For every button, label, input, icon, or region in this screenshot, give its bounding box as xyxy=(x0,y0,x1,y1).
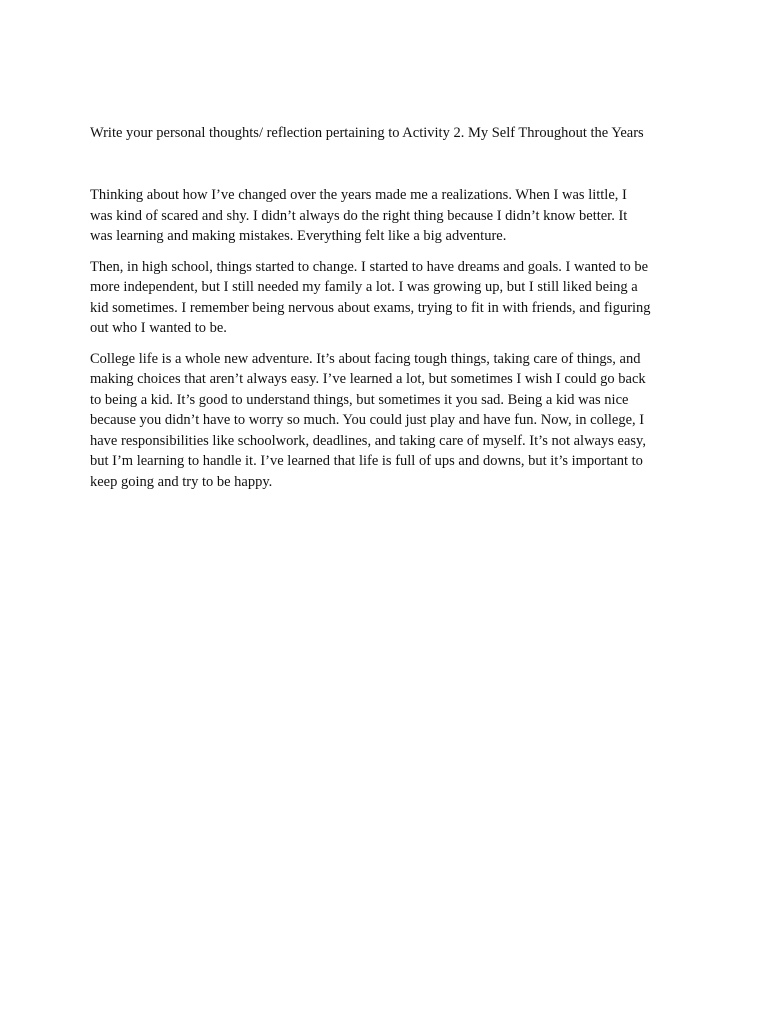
document-heading: Write your personal thoughts/ reflection pertaining to Activity 2. My Self Throughout the Years xyxy=(90,125,644,141)
paragraph-childhood: Thinking about how I’ve changed over the years made me a realizations. When I was little, I was kind of scared and shy. I didn’t always do the right thing because I didn’t know better. It was learning and making mistakes. Everything felt like a big adventure. xyxy=(90,187,628,244)
paragraph-high-school: Then, in high school, things started to change. I started to have dreams and goals. I wanted to be more independent, but I still needed my family a lot. I was growing up, but I still liked being a kid sometimes. I remember being nervous about exams, trying to fit in with friends, and figuring out who I wanted to be. xyxy=(90,258,651,336)
paragraph-college: College life is a whole new adventure. It’s about facing tough things, taking care of things, and making choices that aren’t always easy. I’ve learned a lot, but sometimes I wish I could go back to being a kid. It’s good to understand things, but sometimes it you sad. Being a kid was nice because you didn’t have to worry so much. You could just play and have fun. Now, in college, I have responsibilities like schoolwork, deadlines, and taking care of myself. It’s not always easy, but I’m learning to handle it. I’ve learned that life is full of ups and downs, but it’s important to keep going and try to be happy. xyxy=(90,350,646,490)
document-body xyxy=(90,185,682,502)
